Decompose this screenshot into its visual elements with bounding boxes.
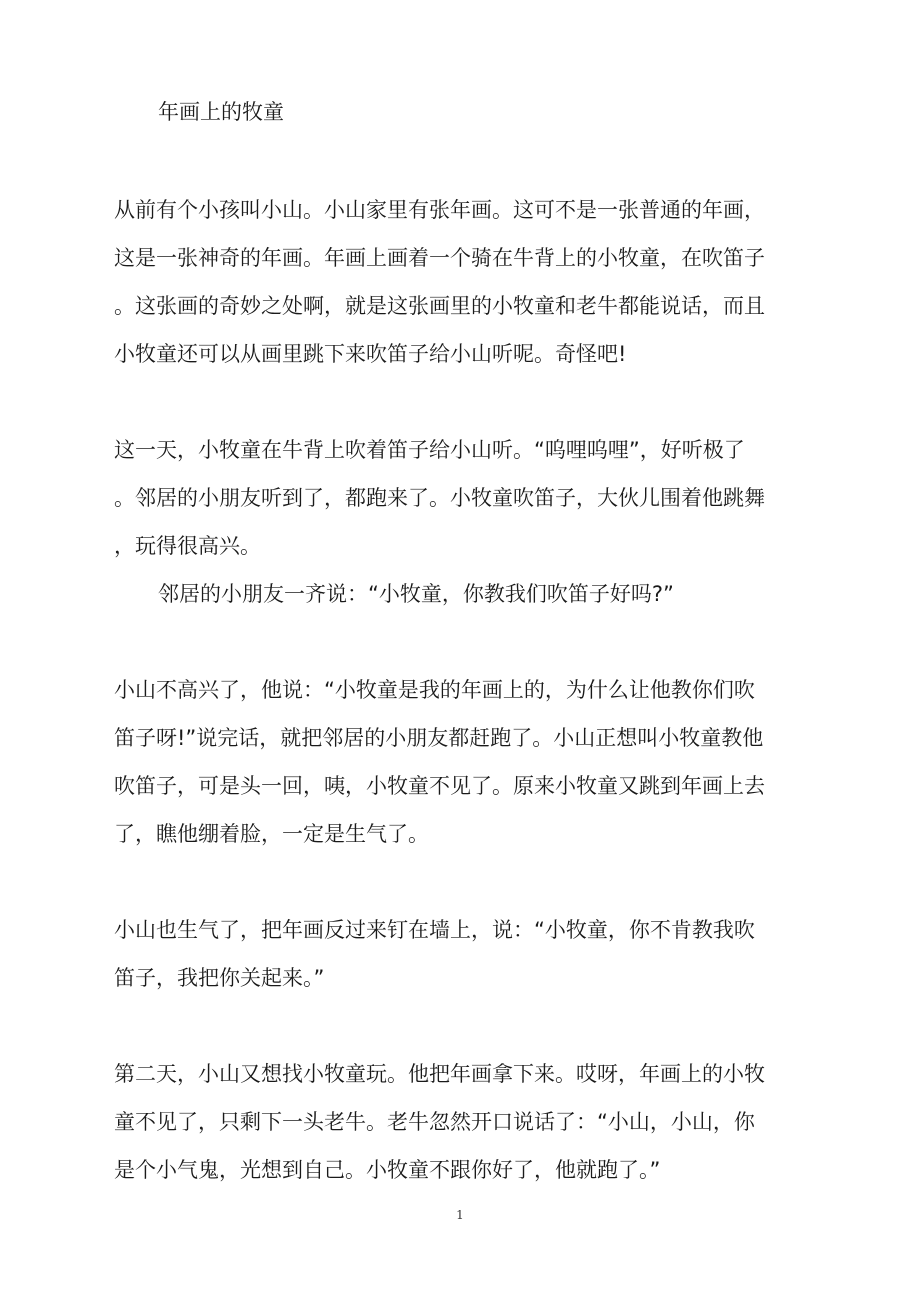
text-line: 小山也生气了，把年画反过来钉在墙上，说：“小牧童，你不肯教我吹 bbox=[114, 918, 755, 942]
text-line: 小山不高兴了，他说：“小牧童是我的年画上的，为什么让他教你们吹 bbox=[114, 678, 755, 702]
text-line: 了，瞧他绷着脸，一定是生气了。 bbox=[114, 822, 429, 846]
text-line: 吹笛子，可是头一回，咦，小牧童不见了。原来小牧童又跳到年画上去 bbox=[114, 774, 765, 798]
text-line: 。邻居的小朋友听到了，都跑来了。小牧童吹笛子，大伙儿围着他跳舞 bbox=[114, 486, 765, 510]
text-line: 是个小气鬼，光想到自己。小牧童不跟你好了，他就跑了。” bbox=[114, 1158, 661, 1182]
text-line: 这是一张神奇的年画。年画上画着一个骑在牛背上的小牧童，在吹笛子 bbox=[114, 246, 765, 270]
text-line: 第二天，小山又想找小牧童玩。他把年画拿下来。哎呀，年画上的小牧 bbox=[114, 1062, 765, 1086]
text-line: ，玩得很高兴。 bbox=[114, 534, 261, 558]
text-line: 笛子呀!”说完话，就把邻居的小朋友都赶跑了。小山正想叫小牧童教他 bbox=[114, 726, 764, 750]
text-line: 邻居的小朋友一齐说：“小牧童，你教我们吹笛子好吗?” bbox=[158, 582, 674, 606]
text-line: 小牧童还可以从画里跳下来吹笛子给小山听呢。奇怪吧! bbox=[114, 342, 627, 366]
text-line: 笛子，我把你关起来。” bbox=[114, 966, 325, 990]
text-line: 从前有个小孩叫小山。小山家里有张年画。这可不是一张普通的年画， bbox=[114, 198, 765, 222]
document-title: 年画上的牧童 bbox=[158, 100, 284, 124]
page-number: 1 bbox=[456, 1208, 464, 1222]
text-line: 。这张画的奇妙之处啊，就是这张画里的小牧童和老牛都能说话，而且 bbox=[114, 294, 765, 318]
text-line: 这一天，小牧童在牛背上吹着笛子给小山听。“呜哩呜哩”，好听极了 bbox=[114, 438, 745, 462]
text-line: 童不见了，只剩下一头老牛。老牛忽然开口说话了：“小山，小山，你 bbox=[114, 1110, 755, 1134]
